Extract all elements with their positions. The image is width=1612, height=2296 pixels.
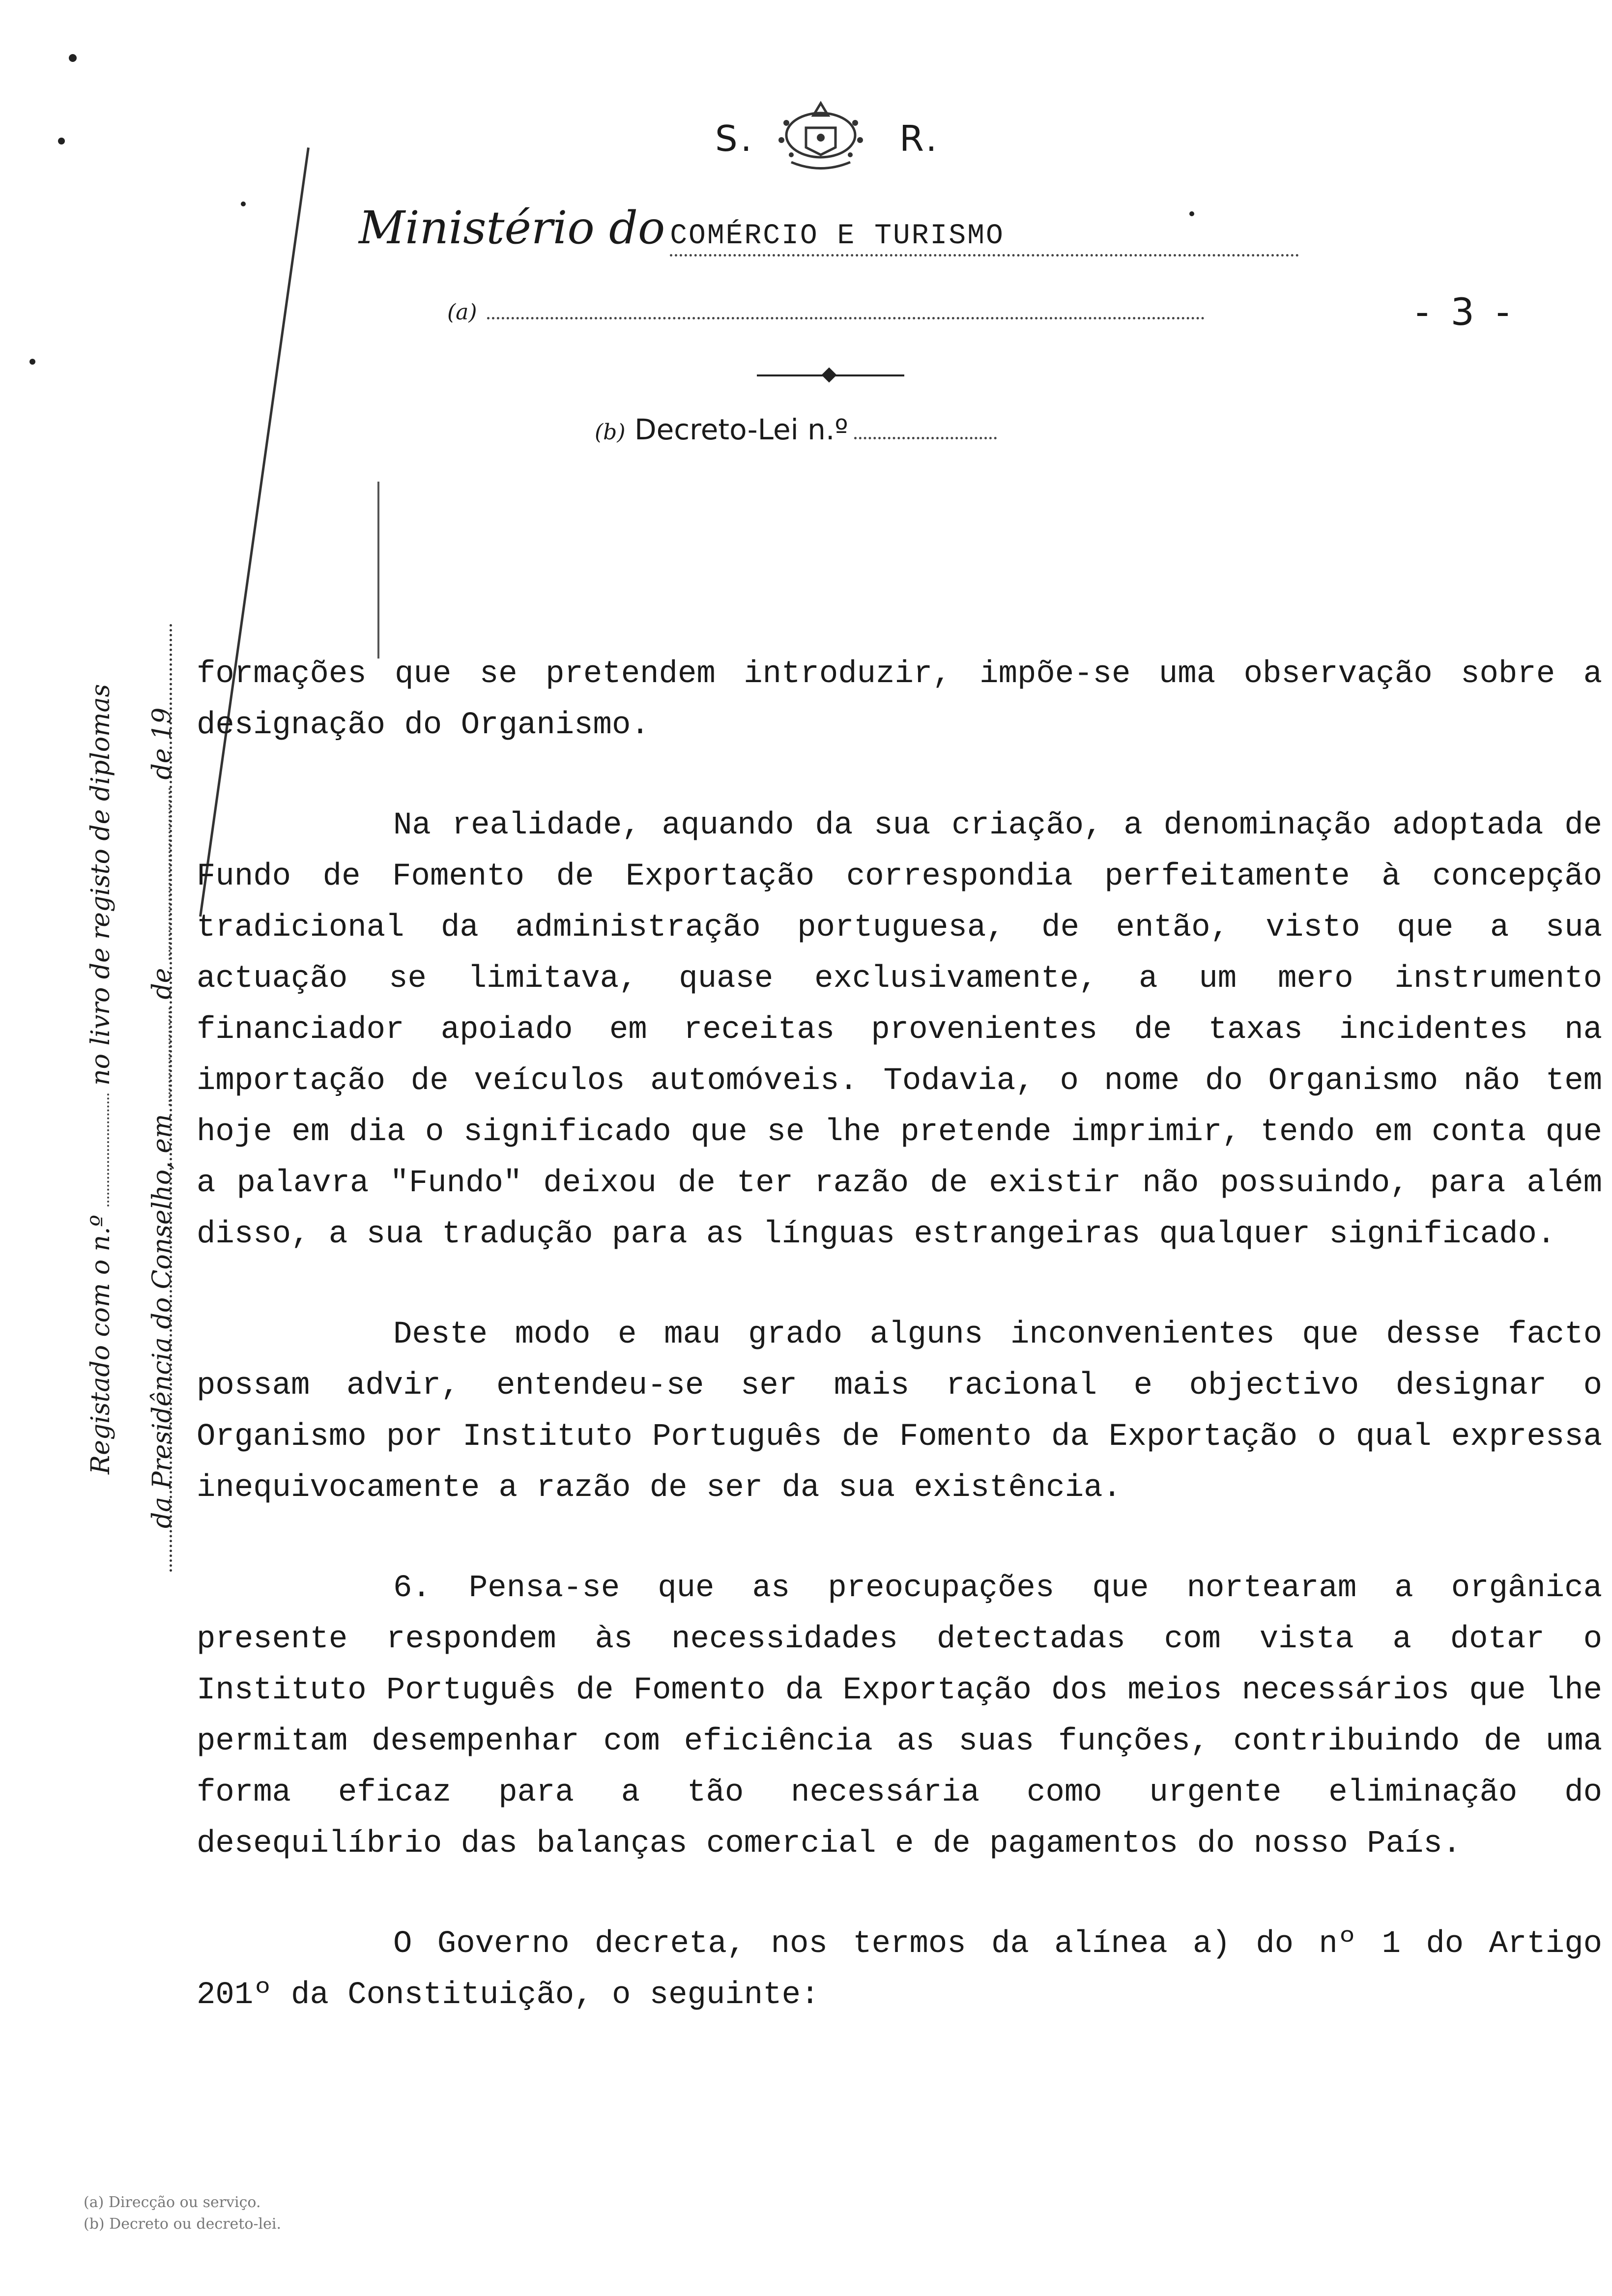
document-body: [197, 649, 1602, 2070]
service-blank: [487, 317, 1205, 319]
divider-diamond: [821, 367, 836, 382]
scan-speck: [69, 54, 77, 62]
sidebar-register-line: [86, 684, 115, 1474]
sidebar-date-line: [147, 708, 177, 1528]
sidebar-of2: de 19: [147, 707, 177, 780]
paragraph-5: O Governo decreta, nos termos da alínea a) do nº 1 do Artigo 201º da Constituição, o seguinte:: [197, 1926, 1602, 2013]
decree-marker: (b): [595, 420, 626, 445]
page-number: - 3 -: [1415, 290, 1515, 334]
sidebar-book: no livro de registo de diplomas: [86, 684, 115, 1086]
sidebar-number-blank: [107, 1093, 109, 1206]
service-line: [447, 300, 1214, 325]
ministry-name: COMÉRCIO E TURISMO: [670, 220, 1299, 257]
paragraph-4: 6. Pensa-se que as preocupações que nortearam a orgânica presente respondem às necessidades detectadas com vista a dotar o Instituto Português de Fomento da Exportação dos meios necessários que lhe permitam desempenhar com eficiência as suas funções, contribuindo de uma forma eficaz para a tão necessária como urgente eliminação do desequilíbrio das balanças comercial e de pagamentos do nosso País.: [197, 1571, 1602, 1862]
margin-rule-short: [377, 482, 379, 659]
margin-dotted-line: [170, 624, 172, 1573]
footnote-b: (b) Decreto ou decreto-lei.: [84, 2215, 282, 2233]
sidebar-of1: de: [147, 968, 177, 1000]
footnote-a: (a) Direcção ou serviço.: [84, 2194, 261, 2211]
sidebar-presidency: da Presidência do Conselho, em: [147, 1114, 177, 1528]
header-s: S.: [715, 118, 755, 159]
scan-speck: [29, 359, 35, 365]
paragraph-3: Deste modo e mau grado alguns inconvenientes que desse facto possam advir, entendeu-se ser mais racional e objectivo designar o Organismo por Instituto Português de Fomento da Exportação o qual expressa inequivocamente a razão de ser da sua existência.: [197, 1317, 1602, 1506]
decree-label: Decreto-Lei n.º: [634, 413, 848, 446]
decree-blank: [854, 437, 997, 439]
sidebar-registered: Registado com o n.º: [86, 1214, 115, 1474]
footnotes: [84, 2192, 281, 2235]
decree-line: [595, 413, 997, 446]
paragraph-1: formações que se pretendem introduzir, impõe-se uma observação sobre a designação do Organismo.: [197, 657, 1602, 743]
ministry-label: Ministério do: [359, 201, 665, 254]
scan-speck: [1189, 211, 1194, 216]
header-r: R.: [899, 118, 940, 159]
scan-speck: [58, 138, 65, 144]
service-marker: (a): [447, 300, 477, 325]
coat-of-arms-emblem: [762, 93, 880, 177]
scan-speck: [241, 201, 246, 206]
paragraph-2: Na realidade, aquando da sua criação, a denominação adoptada de Fundo de Fomento de Exportação correspondia perfeitamente à concepção tradicional da administração portuguesa, de então, visto que a sua actuação se limitava, quase exclusivamente, a um mero instrumento financiador apoiado em receitas provenientes de taxas incidentes na importação de veículos automóveis. Todavia, o nome do Organismo não tem hoje em dia o significado que se lhe pretende imprimir, tendo em conta que a palavra "Fundo" deixou de ter razão de existir não possuindo, para além disso, a sua tradução para as línguas estrangeiras qualquer significado.: [197, 808, 1602, 1252]
ministry-line: [359, 201, 1293, 257]
